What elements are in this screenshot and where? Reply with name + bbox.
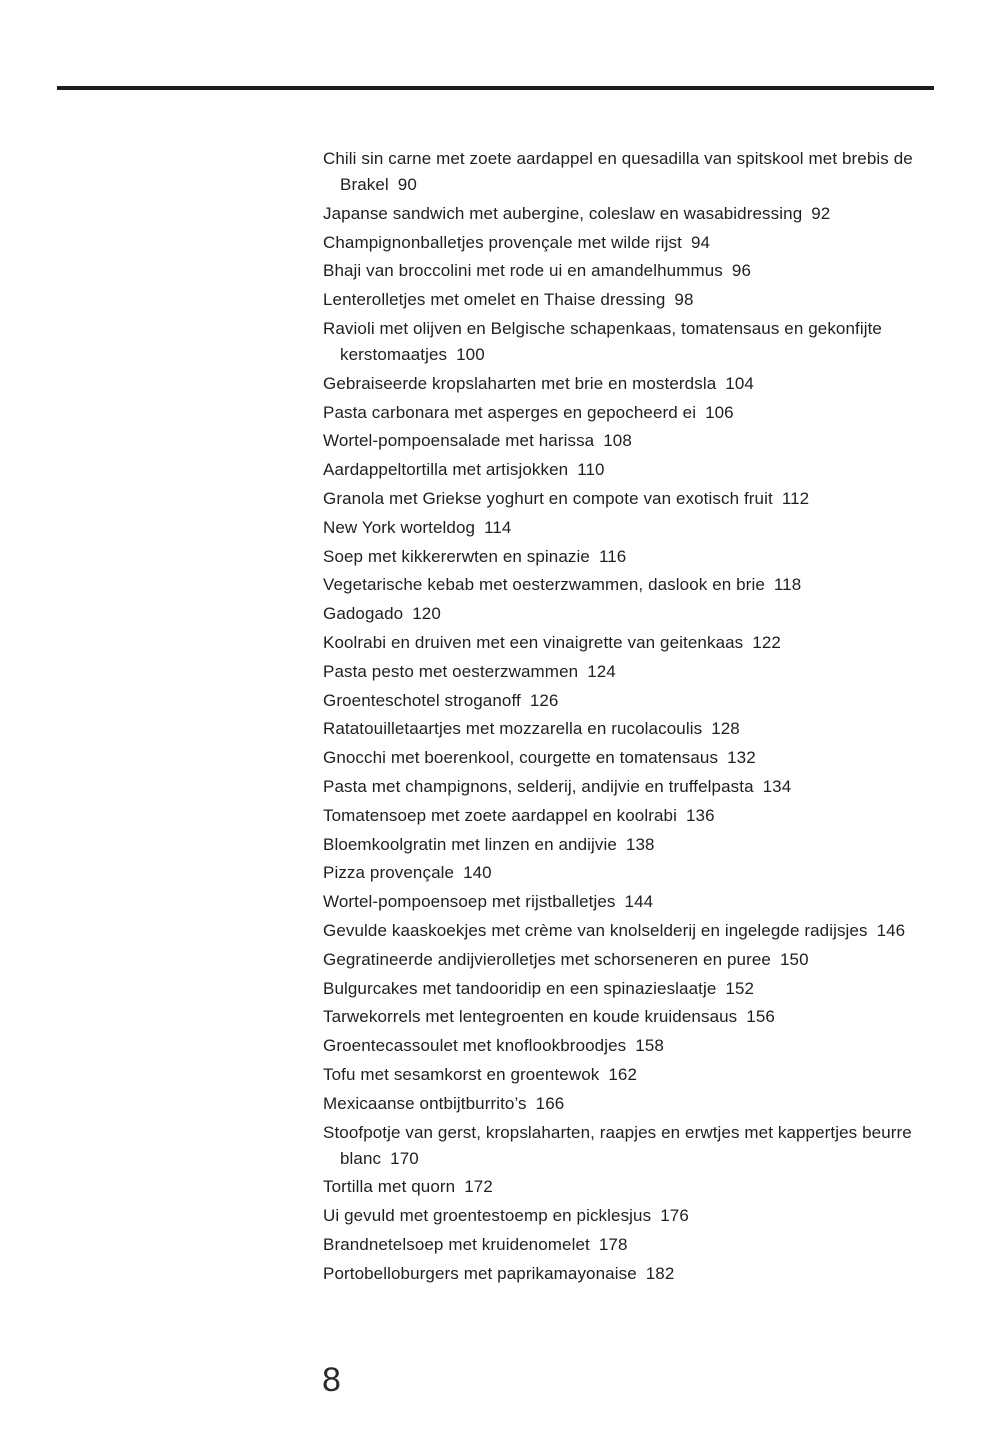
toc-entry-page: 110 <box>577 460 605 480</box>
toc-entry-page: 118 <box>773 575 802 595</box>
toc-entry <box>323 860 943 886</box>
toc-entry-page: 162 <box>608 1064 638 1084</box>
toc-entry-title: Aardappeltortilla met artisjokken <box>323 460 569 480</box>
toc-entry <box>323 515 943 541</box>
toc-entry-page: 108 <box>603 431 632 451</box>
toc-entry-page: 90 <box>397 175 417 194</box>
page-number: 8 <box>322 1361 341 1399</box>
toc-entry-title: Pizza provençale <box>323 863 455 883</box>
toc-entry-title: Bulgurcakes met tandooridip en een spinazieslaatje <box>323 978 717 998</box>
toc-entry <box>323 630 943 656</box>
toc-entry-title: Koolrabi en druiven met een vinaigrette van geitenkaas <box>323 632 744 652</box>
toc-entry <box>323 1232 943 1258</box>
toc-entry-title: Stoofpotje van gerst, kropslaharten, raapjes en erwtjes met kappertjes beurre blanc <box>323 1122 912 1168</box>
toc-entry <box>323 659 943 685</box>
toc-entry-page: 106 <box>705 402 734 422</box>
top-rule <box>57 86 934 90</box>
toc-entry <box>323 1120 943 1172</box>
toc-entry-title: New York worteldog <box>323 517 476 537</box>
toc-entry-title: Soep met kikkererwten en spinazie <box>323 546 590 566</box>
toc-entry <box>323 1174 943 1200</box>
toc-entry-title: Gegratineerde andijvierolletjes met schorseneren en puree <box>323 949 771 969</box>
toc-entry-page: 128 <box>711 719 740 739</box>
toc-entry-title: Groentecassoulet met knoflookbroodjes <box>323 1036 627 1056</box>
toc-entry-title: Bhaji van broccolini met rode ui en amandelhummus <box>323 261 723 281</box>
toc-entry-page: 98 <box>674 290 694 310</box>
toc-entry-title: Gnocchi met boerenkool, courgette en tomatensaus <box>323 748 719 768</box>
toc-entry-title: Brandnetelsoep met kruidenomelet <box>323 1234 590 1254</box>
toc-entry-page: 92 <box>811 203 831 223</box>
toc-entry <box>323 544 943 570</box>
toc-entry-page: 96 <box>731 261 751 281</box>
toc-entry <box>323 1091 943 1117</box>
toc-entry-title: Gevulde kaaskoekjes met crème van knolselderij en ingelegde radijsjes <box>323 920 868 940</box>
toc-entry-title: Pasta pesto met oesterzwammen <box>323 661 579 681</box>
toc-entry-page: 182 <box>645 1263 675 1283</box>
toc-entry-title: Gadogado <box>323 604 404 624</box>
toc-entry <box>323 1004 943 1030</box>
toc-entry-title: Lenterolletjes met omelet en Thaise dressing <box>323 290 666 310</box>
toc-entry-page: 166 <box>535 1093 565 1113</box>
toc-entry <box>323 918 943 944</box>
toc-entry-page: 172 <box>464 1177 493 1197</box>
toc-entry-title: Gebraiseerde kropslaharten met brie en mosterdsla <box>323 373 717 393</box>
toc-entry <box>323 745 943 771</box>
toc-entry-page: 150 <box>779 949 809 969</box>
toc-entry <box>323 400 943 426</box>
toc-entry-page: 152 <box>725 978 755 998</box>
toc-entry-page: 158 <box>635 1036 664 1056</box>
toc-entry <box>323 688 943 714</box>
toc-entry-title: Portobelloburgers met paprikamayonaise <box>323 1263 637 1283</box>
toc-entry <box>323 201 943 227</box>
toc-entry-title: Chili sin carne met zoete aardappel en quesadilla van spitskool met brebis de Brakel <box>323 149 913 194</box>
toc-entry-page: 122 <box>752 632 781 652</box>
toc-entry-title: Japanse sandwich met aubergine, coleslaw en wasabidressing <box>323 203 803 223</box>
toc-entry <box>323 803 943 829</box>
toc-entry-title: Bloemkoolgratin met linzen en andijvie <box>323 834 617 854</box>
toc-entry <box>323 287 943 313</box>
toc-entry-page: 136 <box>685 805 715 825</box>
toc-entry <box>323 572 943 598</box>
toc-entry-title: Ratatouilletaartjes met mozzarella en rucolacoulis <box>323 719 703 739</box>
toc-entry-title: Mexicaanse ontbijtburrito’s <box>323 1093 527 1113</box>
toc-entry-title: Tofu met sesamkorst en groentewok <box>323 1064 600 1084</box>
toc-entry <box>323 601 943 627</box>
toc-entry-title: Wortel-pompoensalade met harissa <box>323 431 595 451</box>
toc-entry <box>323 832 943 858</box>
toc-entry <box>323 316 943 368</box>
toc-entry-page: 170 <box>390 1148 419 1168</box>
toc-entry <box>323 371 943 397</box>
toc-entry-title: Vegetarische kebab met oesterzwammen, daslook en brie <box>323 575 765 595</box>
toc-entry-title: Pasta met champignons, selderij, andijvie en truffelpasta <box>323 776 754 796</box>
toc-entry-page: 138 <box>625 834 655 854</box>
toc-entry-page: 146 <box>876 920 906 940</box>
toc-entry-title: Ravioli met olijven en Belgische schapenkaas, tomatensaus en gekonfijte kerstomaatjes <box>323 318 882 364</box>
toc-entry-page: 126 <box>529 690 559 710</box>
toc-entry-page: 104 <box>725 373 754 393</box>
toc-entry-title: Ui gevuld met groentestoemp en picklesjus <box>323 1206 652 1226</box>
toc-entry-page: 156 <box>746 1007 775 1027</box>
toc-entry-title: Tortilla met quorn <box>323 1177 456 1197</box>
toc-entry-page: 132 <box>727 748 756 768</box>
toc-entry-page: 120 <box>412 604 441 624</box>
toc-entry-page: 178 <box>598 1234 628 1254</box>
toc-entry <box>323 1033 943 1059</box>
toc-entry-title: Champignonballetjes provençale met wilde rijst <box>323 232 682 252</box>
toc-entry <box>323 716 943 742</box>
toc-entry <box>323 774 943 800</box>
toc-entry-page: 140 <box>463 863 492 883</box>
toc-entry <box>323 1203 943 1229</box>
toc-entry-page: 114 <box>484 517 512 537</box>
toc-entry-title: Granola met Griekse yoghurt en compote van exotisch fruit <box>323 488 773 508</box>
toc-entry-page: 144 <box>624 892 654 912</box>
toc-entry-page: 124 <box>587 661 616 681</box>
toc-entry <box>323 486 943 512</box>
toc-entry-page: 116 <box>598 546 627 566</box>
toc-entry <box>323 230 943 256</box>
toc-entry <box>323 258 943 284</box>
toc-entry <box>323 1261 943 1287</box>
toc-entry-page: 176 <box>660 1206 689 1226</box>
toc-entry-title: Tomatensoep met zoete aardappel en koolrabi <box>323 805 677 825</box>
toc-entry <box>323 889 943 915</box>
toc-entry-title: Tarwekorrels met lentegroenten en koude kruidensaus <box>323 1007 738 1027</box>
toc-entry <box>323 1062 943 1088</box>
toc-entry-page: 134 <box>762 776 792 796</box>
toc-entry <box>323 947 943 973</box>
toc-entry-page: 94 <box>690 232 711 252</box>
toc-entry <box>323 428 943 454</box>
toc-entry <box>323 457 943 483</box>
table-of-contents <box>323 146 943 1289</box>
toc-entry-page: 112 <box>781 488 810 508</box>
toc-entry-title: Pasta carbonara met asperges en gepocheerd ei <box>323 402 697 422</box>
toc-entry-title: Wortel-pompoensoep met rijstballetjes <box>323 892 616 912</box>
toc-entry-page: 100 <box>456 344 485 364</box>
toc-entry-title: Groenteschotel stroganoff <box>323 690 521 710</box>
toc-entry <box>323 146 943 198</box>
toc-entry <box>323 976 943 1002</box>
